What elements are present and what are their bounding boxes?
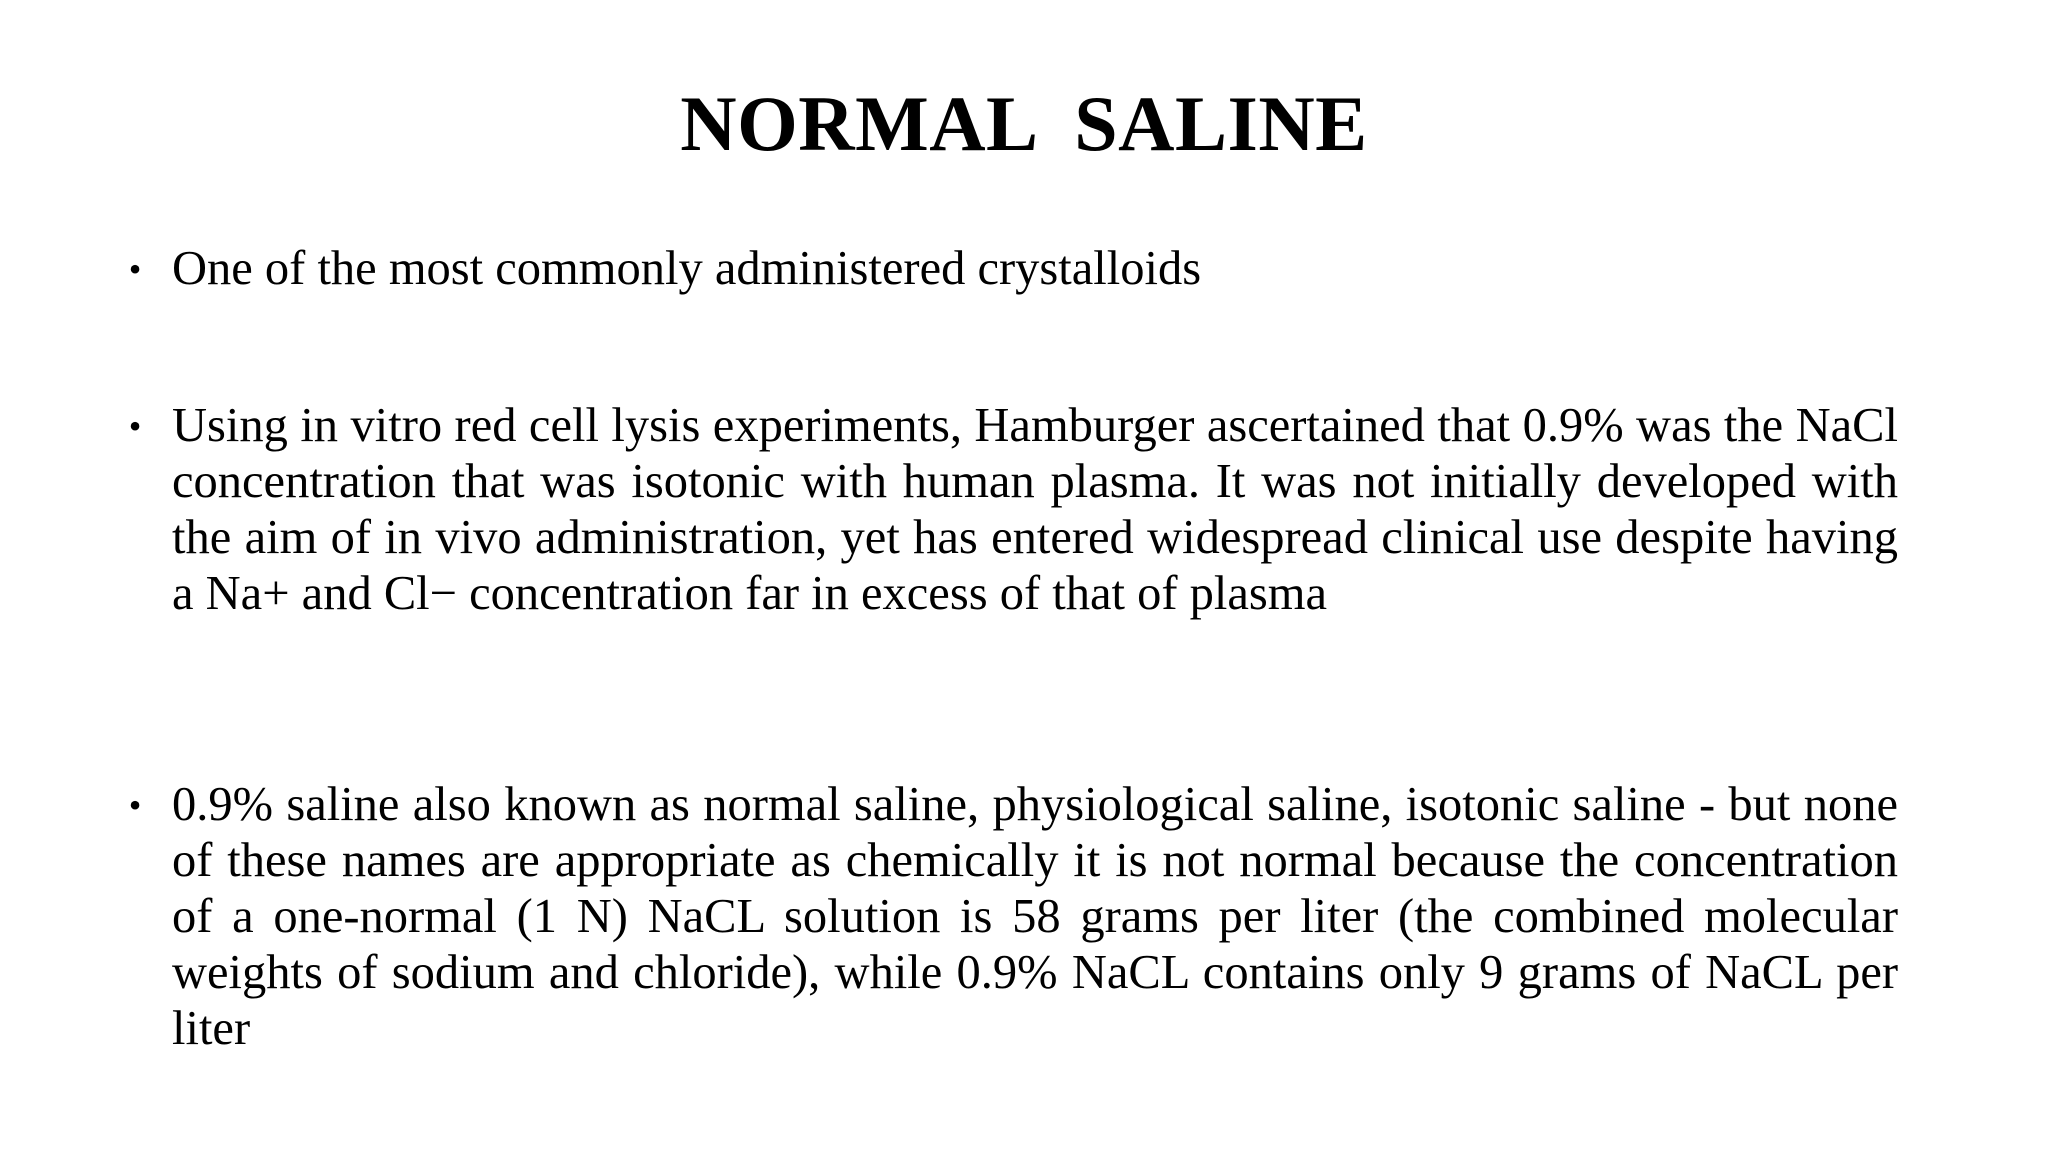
bullet-marker: •: [128, 406, 142, 446]
bullet-marker: •: [128, 249, 142, 289]
bullet-text: One of the most commonly administered crystalloids: [172, 242, 1202, 295]
bullet-text: Using in vitro red cell lysis experiments, Hamburger ascertained that 0.9% was the NaCl concentration that was isotonic with human plasma. It was not initially developed with the aim of in vivo administration, yet has entered widespread clinical use despite having a Na+ and Cl− concentration far in excess of that of plasma: [172, 399, 1898, 620]
slide-title: NORMAL SALINE: [680, 80, 1368, 167]
bullet-text: 0.9% saline also known as normal saline, physiological saline, isotonic saline - but none of these names are appropriate as chemically it is not normal because the concentration of a one-normal (1 N) NaCL solution is 58 grams per liter (the combined molecular weights of sodium and chloride), while 0.9% NaCL contains only 9 grams of NaCL per liter: [172, 778, 1898, 1055]
bullet-marker: •: [128, 785, 142, 825]
